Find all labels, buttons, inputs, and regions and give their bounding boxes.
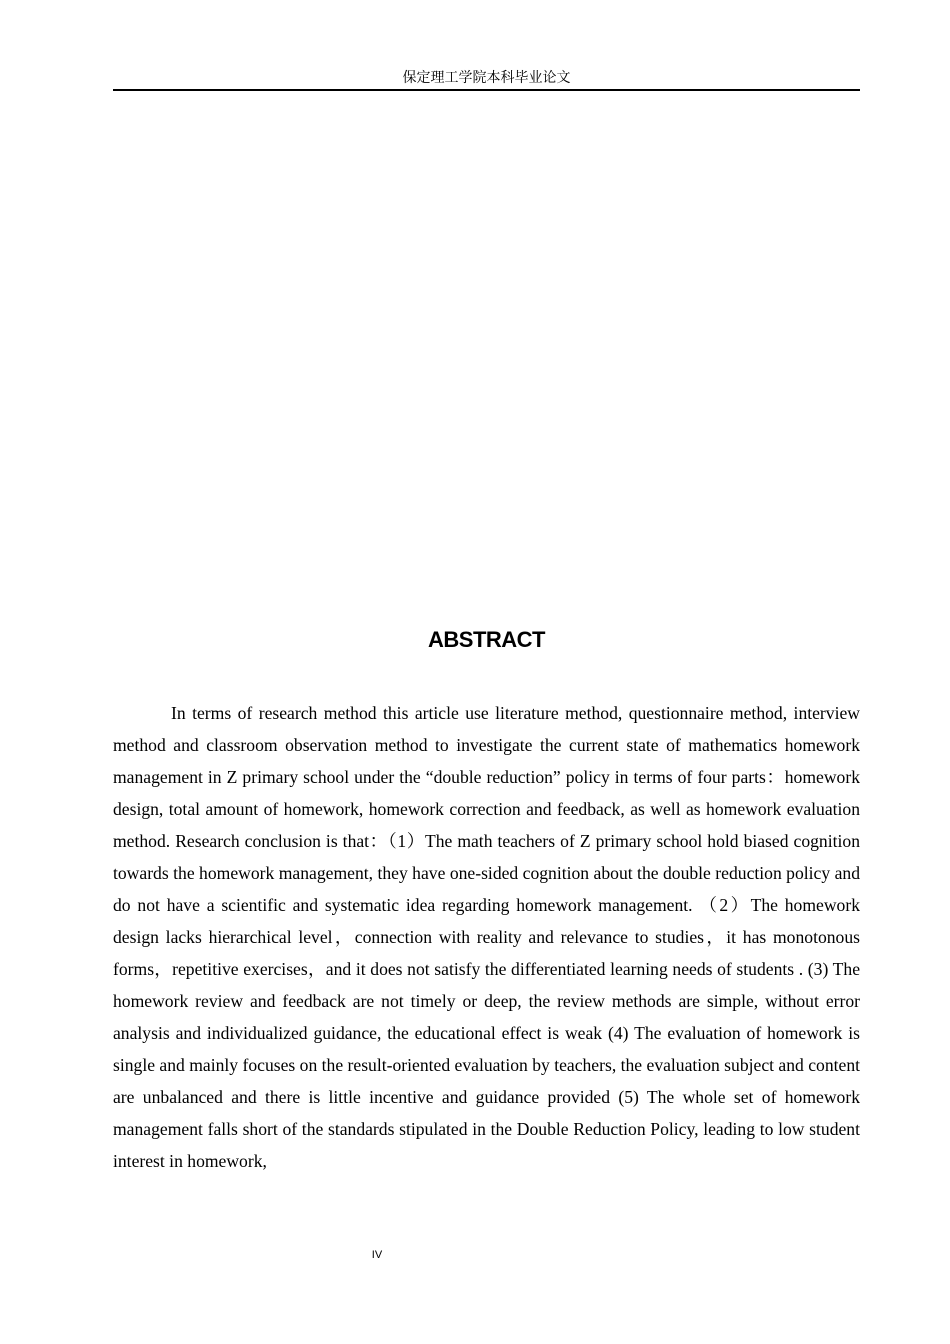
abstract-body: In terms of research method this article use literature method, questionnaire method, interview method and classroom observation method to investigate the current state of mathematics homework management in Z primary school under the “double reduction” policy in terms of four parts：homework design, total amount of homework, homework correction and feedback, as well as homework evaluation method. Research conclusion is that：（1）The math teachers of Z primary school hold biased cognition towards the homework management, they have one-sided cognition about the double reduction policy and do not have a scientific and systematic idea regarding homework management. （2）The homework design lacks hierarchical level，connection with reality and relevance to studies，it has monotonous forms，repetitive exercises，and it does not satisfy the differentiated learning needs of students . (3) The homework review and feedback are not timely or deep, the review methods are simple, without error analysis and individualized guidance, the educational effect is weak (4) The evaluation of homework is single and mainly focuses on the result-oriented evaluation by teachers, the evaluation subject and content are unbalanced and there is little incentive and guidance provided (5) The whole set of homework management falls short of the standards stipulated in the Double Reduction Policy, leading to low student interest in homework, [113,703,860,1171]
abstract-heading: ABSTRACT [428,627,545,652]
page-number: IV [371,1249,383,1261]
running-header: 保定理工学院本科毕业论文 [113,68,860,91]
